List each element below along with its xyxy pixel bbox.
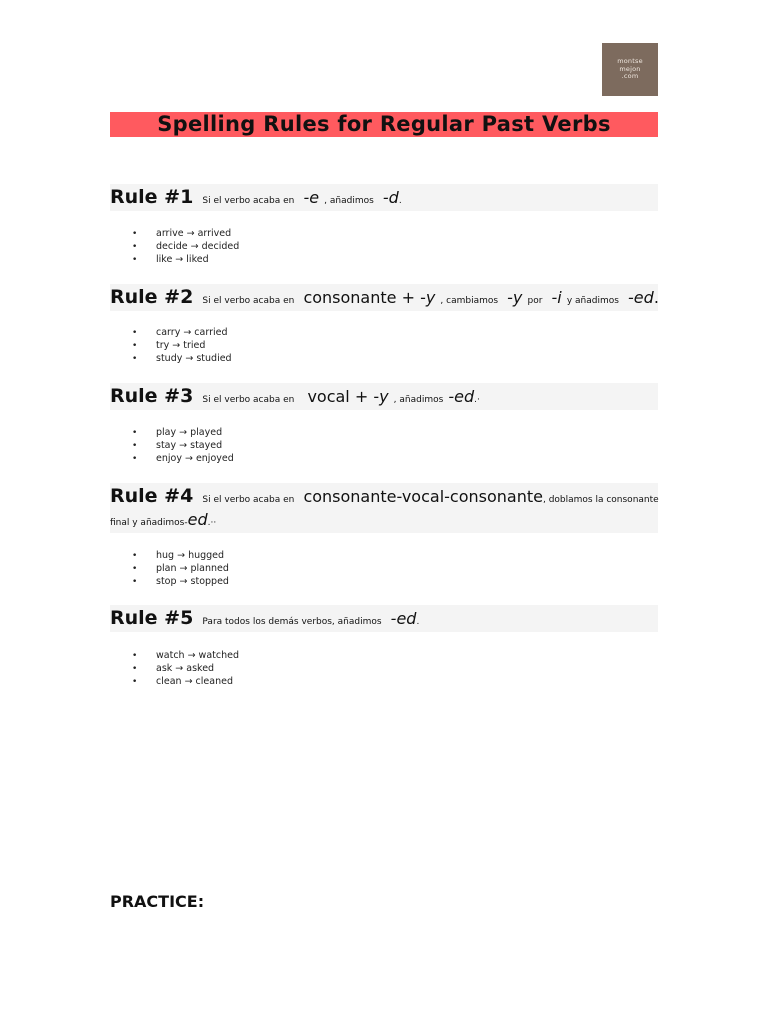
list-item (110, 228, 239, 241)
rule-1-heading (110, 184, 658, 211)
rule-2-heading (110, 284, 658, 311)
bullet-icon: • (132, 353, 138, 364)
example-text: arrive → arrived (156, 228, 232, 239)
list-item (110, 254, 239, 267)
bullet-icon: • (132, 551, 138, 561)
list-item (110, 241, 239, 254)
bullet-icon: • (132, 328, 138, 338)
rule-ending: -d (382, 188, 399, 207)
list-item (110, 650, 239, 663)
bullet-icon: • (132, 340, 138, 351)
rule-label: Rule #5 (110, 607, 194, 629)
rule-ending: y (425, 288, 436, 307)
rule-label: Rule #1 (110, 186, 194, 208)
example-text: watch → watched (156, 650, 239, 661)
rule-ending: ed (187, 510, 208, 529)
rule-ending: -e (303, 188, 320, 207)
rule-text: y añadimos (566, 296, 619, 306)
example-text: hug → hugged (156, 550, 225, 561)
rule-punct: . (398, 196, 402, 206)
rule-punct: .· (474, 395, 480, 405)
rule-text: Si el verbo acaba en (202, 196, 295, 206)
bullet-icon: • (132, 651, 138, 661)
rule-text: por (527, 296, 543, 306)
rule-text: , añadimos (324, 196, 374, 206)
rule-ending: consonante + - (303, 288, 426, 307)
rule-label: Rule #2 (110, 286, 194, 308)
rule-4-heading (110, 483, 658, 533)
bullet-icon: • (132, 576, 138, 587)
rule-text: final y añadimos- (110, 518, 188, 528)
example-text: stop → stopped (156, 575, 229, 587)
brand-logo (602, 43, 658, 96)
rule-ending: -y (507, 288, 523, 307)
list-item (110, 563, 229, 576)
rule-ending: -i (551, 288, 562, 307)
example-text: study → studied (156, 352, 232, 364)
example-text: clean → cleaned (156, 675, 233, 687)
bullet-icon: • (132, 428, 138, 438)
example-text: like → liked (156, 253, 209, 265)
rule-text: Si el verbo acaba en (202, 495, 295, 505)
list-item (110, 550, 229, 563)
rule-text: , añadimos (393, 395, 444, 405)
list-item (110, 453, 234, 466)
bullet-icon: • (132, 453, 138, 464)
list-item (110, 440, 234, 453)
rule-text: Para todos los demás verbos, añadimos (202, 617, 382, 627)
rule-5-heading (110, 605, 658, 632)
rule-label: Rule #3 (110, 385, 194, 407)
example-text: enjoy → enjoyed (156, 452, 234, 464)
logo-line: mejon (619, 64, 641, 73)
rule-text: Si el verbo acaba en (202, 296, 295, 306)
rule-text: Si el verbo acaba en (202, 395, 295, 405)
list-item (110, 327, 232, 340)
bullet-icon: • (132, 676, 138, 687)
rule-3-examples (110, 427, 234, 465)
example-text: try → tried (156, 339, 206, 351)
bullet-icon: • (132, 254, 138, 265)
example-text: stay → stayed (156, 439, 223, 451)
page-title: Spelling Rules for Regular Past Verbs (110, 112, 658, 137)
rule-punct: . (416, 617, 420, 627)
list-item (110, 576, 229, 589)
example-text: play → played (156, 427, 223, 438)
rule-4-examples (110, 550, 229, 588)
rule-ending: y (379, 387, 389, 406)
rule-5-examples (110, 650, 239, 688)
practice-heading: PRACTICE: (110, 892, 205, 911)
rule-ending: -ed (628, 288, 654, 307)
rule-text: , cambiamos (440, 296, 499, 306)
rule-1-examples (110, 228, 239, 266)
bullet-icon: • (132, 663, 138, 674)
bullet-icon: • (132, 563, 138, 574)
list-item (110, 663, 239, 676)
list-item (110, 427, 234, 440)
rule-ending: vocal + - (307, 387, 380, 406)
bullet-icon: • (132, 241, 138, 252)
example-text: plan → planned (156, 562, 229, 574)
bullet-icon: • (132, 229, 138, 239)
example-text: decide → decided (156, 240, 240, 252)
rule-ending: -ed (448, 387, 475, 406)
list-item (110, 353, 232, 366)
rule-text: , doblamos la consonante (542, 495, 659, 505)
logo-line: montse (617, 57, 643, 66)
rule-label: Rule #4 (110, 485, 194, 507)
list-item (110, 340, 232, 353)
list-item (110, 676, 239, 689)
logo-line: .com (621, 72, 639, 81)
rule-ending: consonante-vocal-consonante (303, 487, 543, 506)
rule-punct: .·· (207, 518, 217, 528)
example-text: carry → carried (156, 327, 228, 338)
rule-ending: -ed (390, 609, 417, 628)
bullet-icon: • (132, 440, 138, 451)
rule-2-examples (110, 327, 232, 365)
example-text: ask → asked (156, 662, 215, 674)
rule-3-heading (110, 383, 658, 410)
rule-punct: . (653, 288, 659, 307)
